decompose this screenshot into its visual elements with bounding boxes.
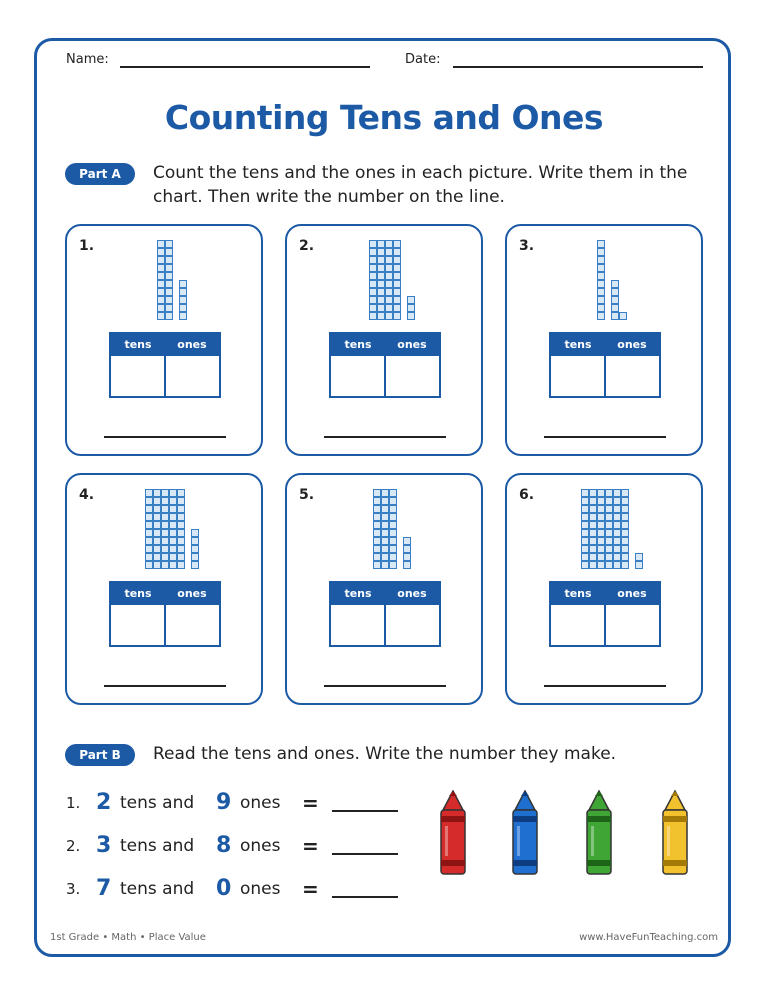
base-ten-blocks: [507, 226, 705, 326]
ones-cube: [404, 546, 411, 553]
base-ten-blocks: [287, 475, 485, 575]
tens-answer-cell[interactable]: [331, 605, 384, 645]
ones-cube: [404, 562, 411, 569]
tens-text: tens and: [120, 793, 195, 813]
ones-answer-cell[interactable]: [166, 605, 219, 645]
chart-header: [331, 334, 439, 356]
chart-header: [111, 583, 219, 605]
problem-card: [505, 473, 703, 705]
ones-cube: [620, 313, 627, 320]
ones-cube: [612, 281, 619, 288]
ones-cube: [192, 562, 199, 569]
equals-sign: =: [302, 791, 319, 815]
tens-header: tens: [344, 587, 372, 600]
tens-rod: [614, 490, 621, 569]
part-b-instructions: Read the tens and ones. Write the number they make.: [153, 744, 617, 764]
tens-header: tens: [564, 338, 592, 351]
tens-rod: [162, 490, 169, 569]
ones-cube: [192, 554, 199, 561]
ones-text: ones: [240, 836, 281, 856]
ones-cube: [612, 305, 619, 312]
tens-answer-cell[interactable]: [331, 356, 384, 396]
ones-cube: [180, 313, 187, 320]
page-title: Counting Tens and Ones: [164, 98, 604, 137]
part-b-answer-line[interactable]: [332, 896, 398, 898]
ones-cube: [404, 554, 411, 561]
part-b-answer-line[interactable]: [332, 853, 398, 855]
ones-cube: [636, 562, 643, 569]
ones-header: ones: [397, 338, 427, 351]
tens-answer-cell[interactable]: [551, 356, 604, 396]
tens-value: 7: [96, 876, 112, 901]
chart-header: [551, 334, 659, 356]
tens-rod: [154, 490, 161, 569]
equals-sign: =: [302, 877, 319, 901]
number-answer-line[interactable]: [324, 436, 446, 438]
tens-ones-chart: [109, 581, 221, 647]
ones-cube: [612, 297, 619, 304]
problem-card: [65, 224, 263, 456]
tens-rod: [386, 241, 393, 320]
base-ten-blocks: [67, 475, 265, 575]
chart-header: [111, 334, 219, 356]
problem-number: 6.: [519, 487, 535, 503]
tens-answer-cell[interactable]: [551, 605, 604, 645]
problem-number: 1.: [79, 238, 95, 254]
problem-number: 4.: [79, 487, 95, 503]
number-answer-line[interactable]: [544, 436, 666, 438]
ones-text: ones: [240, 793, 281, 813]
tens-ones-chart: [329, 581, 441, 647]
ones-text: ones: [240, 879, 281, 899]
equals-sign: =: [302, 834, 319, 858]
part-a-badge: Part A: [65, 163, 135, 185]
ones-header: ones: [397, 587, 427, 600]
ones-value: 9: [216, 790, 232, 815]
ones-header: ones: [177, 338, 207, 351]
number-answer-line[interactable]: [544, 685, 666, 687]
tens-header: tens: [564, 587, 592, 600]
footer-subject: 1st Grade • Math • Place Value: [50, 932, 206, 943]
part-b-badge: Part B: [65, 744, 135, 766]
tens-answer-cell[interactable]: [111, 356, 164, 396]
problem-card: [285, 224, 483, 456]
base-ten-blocks: [507, 475, 705, 575]
tens-rod: [374, 490, 381, 569]
part-a-instructions: Count the tens and the ones in each picture. Write them in the chart. Then write the number on the line.: [153, 163, 688, 207]
ones-answer-cell[interactable]: [606, 356, 659, 396]
red-crayon-icon: [436, 790, 470, 878]
problem-card: [285, 473, 483, 705]
ones-answer-cell[interactable]: [386, 605, 439, 645]
ones-answer-cell[interactable]: [166, 356, 219, 396]
ones-header: ones: [617, 587, 647, 600]
tens-rod: [598, 241, 605, 320]
ones-value: 8: [216, 833, 232, 858]
tens-rod: [622, 490, 629, 569]
tens-rod: [382, 490, 389, 569]
problem-number: 5.: [299, 487, 315, 503]
name-label: Name:: [66, 52, 109, 67]
ones-cube: [404, 538, 411, 545]
ones-cube: [636, 554, 643, 561]
tens-text: tens and: [120, 879, 195, 899]
tens-ones-chart: [549, 332, 661, 398]
chart-header: [551, 583, 659, 605]
tens-rod: [598, 490, 605, 569]
tens-rod: [606, 490, 613, 569]
footer-website: www.HaveFunTeaching.com: [579, 932, 718, 943]
tens-value: 3: [96, 833, 112, 858]
ones-cube: [612, 289, 619, 296]
tens-rod: [370, 241, 377, 320]
base-ten-blocks: [67, 226, 265, 326]
name-line[interactable]: [120, 66, 370, 68]
ones-cube: [180, 281, 187, 288]
part-b-answer-line[interactable]: [332, 810, 398, 812]
green-crayon-icon: [582, 790, 616, 878]
ones-header: ones: [177, 587, 207, 600]
date-line[interactable]: [453, 66, 703, 68]
tens-rod: [170, 490, 177, 569]
tens-rod: [394, 241, 401, 320]
tens-header: tens: [124, 338, 152, 351]
ones-cube: [180, 297, 187, 304]
blue-crayon-icon: [508, 790, 542, 878]
ones-answer-cell[interactable]: [386, 356, 439, 396]
row-number: 1.: [66, 794, 81, 812]
tens-answer-cell[interactable]: [111, 605, 164, 645]
ones-cube: [408, 297, 415, 304]
ones-cube: [192, 538, 199, 545]
number-answer-line[interactable]: [324, 685, 446, 687]
problem-card: [505, 224, 703, 456]
problem-number: 3.: [519, 238, 535, 254]
ones-cube: [192, 530, 199, 537]
tens-header: tens: [124, 587, 152, 600]
part-b-row: [66, 831, 406, 861]
ones-header: ones: [617, 338, 647, 351]
tens-rod: [178, 490, 185, 569]
tens-header: tens: [344, 338, 372, 351]
ones-cube: [612, 313, 619, 320]
tens-rod: [146, 490, 153, 569]
date-label: Date:: [405, 52, 441, 67]
ones-cube: [180, 289, 187, 296]
tens-rod: [378, 241, 385, 320]
yellow-crayon-icon: [658, 790, 692, 878]
tens-ones-chart: [109, 332, 221, 398]
tens-rod: [166, 241, 173, 320]
ones-cube: [408, 305, 415, 312]
row-number: 2.: [66, 837, 81, 855]
tens-rod: [590, 490, 597, 569]
part-b-row: [66, 788, 406, 818]
ones-cube: [180, 305, 187, 312]
tens-rod: [158, 241, 165, 320]
part-b-row: [66, 874, 406, 904]
row-number: 3.: [66, 880, 81, 898]
problem-number: 2.: [299, 238, 315, 254]
chart-header: [331, 583, 439, 605]
ones-value: 0: [216, 876, 232, 901]
ones-cube: [408, 313, 415, 320]
number-answer-line[interactable]: [104, 685, 226, 687]
ones-cube: [192, 546, 199, 553]
tens-rod: [582, 490, 589, 569]
tens-value: 2: [96, 790, 112, 815]
tens-rod: [390, 490, 397, 569]
tens-ones-chart: [329, 332, 441, 398]
tens-ones-chart: [549, 581, 661, 647]
ones-answer-cell[interactable]: [606, 605, 659, 645]
base-ten-blocks: [287, 226, 485, 326]
number-answer-line[interactable]: [104, 436, 226, 438]
problem-card: [65, 473, 263, 705]
tens-text: tens and: [120, 836, 195, 856]
